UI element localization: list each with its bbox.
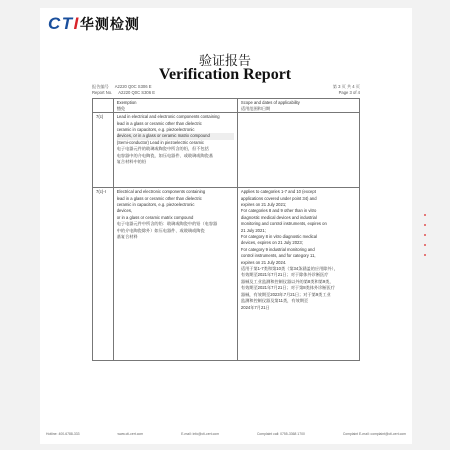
scope-line: monitoring and control instruments, expires on (240, 221, 327, 227)
report-no-label-zh: 报告编号 (92, 84, 109, 89)
logo-cjk-name: 华测检测 (79, 17, 140, 33)
scope-line: For categories 8 and 9 other than in vitro (240, 208, 317, 214)
header-scope (237, 99, 359, 113)
exemption-line: 基复合材料 (116, 234, 138, 240)
row-scope (237, 113, 359, 188)
exemption-line: 电子电器元件的玻璃或陶瓷中所含的铅，但不包括 (116, 146, 209, 152)
exemption-table (92, 98, 360, 361)
row-scope (237, 188, 359, 361)
table-row (93, 188, 360, 361)
scope-line: 有效期至2021年7月21日；对于除体外诊断医疗 (240, 272, 329, 278)
exemption-line: lead in a glass or ceramic other than dielectric (116, 120, 202, 126)
scope-line: 监测和控制仪器及第11类，有效期至 (240, 298, 309, 304)
edge-mark (424, 244, 426, 246)
footer-hotline: Hotline: 400-6788-333 (46, 432, 80, 436)
report-no-value-top: A2220 Q0C S306 E (114, 84, 152, 89)
footer-website: www.cti-cert.com (117, 432, 144, 436)
header-scope-en: Scope and dates of applicability (240, 100, 300, 105)
row-exemption (113, 188, 237, 361)
header-scope-zh: 适用范围和日期 (240, 105, 271, 111)
scope-line: control instruments, and for category 11, (240, 253, 316, 259)
scope-line: 适用于第1-7类和第10类（第34条涵盖的应用除外）， (240, 266, 338, 272)
exemption-line: 电容器中的介电陶瓷，如压电器件、或玻璃或陶瓷基 (116, 152, 214, 158)
exemption-line: devices, (116, 208, 133, 214)
exemption-line: 复合材料中的铅 (116, 159, 147, 165)
exemption-line: devices, or in a glass or ceramic matrix compound (117, 133, 234, 139)
table-row (93, 113, 360, 188)
page-number-block (318, 84, 360, 96)
footer-email: E-mail: info@cti-cert.com (181, 432, 220, 436)
scope-line: 21 July 2021; (240, 227, 266, 233)
row-number: 7(c)-I (93, 188, 114, 361)
scope-line: Applies to categories 1-7 and 10 (except (240, 189, 316, 195)
exemption-line: 中的介电陶瓷除外）如压电器件、或玻璃或陶瓷 (116, 227, 205, 233)
header-exemption (113, 99, 237, 113)
report-number-block (92, 84, 155, 96)
page-number-zh: 第 3 页 共 4 页 (332, 84, 360, 89)
edge-mark (424, 234, 426, 236)
scope-line: For category 8 in vitro diagnostic medical (240, 234, 318, 240)
scope-line: 有效期至2021年7月21日；对于第8类体外诊断医疗 (240, 285, 335, 291)
page-number-en: Page 3 of 4 (338, 90, 360, 95)
report-title-en: Verification Report (158, 66, 292, 83)
report-title-zh: 验证报告 (198, 54, 251, 69)
scope-line: devices, expires on 21 July 2023; (240, 240, 303, 246)
exemption-line: Lead in electrical and electronic components containing (116, 114, 220, 120)
footer-complaint-email: Complaint E-mail: complaint@cti-cert.com (342, 432, 406, 436)
logo-letter-t: T (61, 14, 72, 33)
scope-line: diagnostic medical devices and industrial (240, 214, 317, 220)
row-exemption (113, 113, 237, 188)
scope-line: 器械，有效期至2023年7月21日；对于第9类工业 (240, 291, 331, 297)
report-no-label-en: Report No. (92, 90, 113, 95)
edge-mark (424, 224, 426, 226)
edge-mark (424, 214, 426, 216)
edge-mark (424, 254, 426, 256)
header-exemption-en: Exemption (116, 100, 137, 105)
exemption-line: ceramic in capacitors, e.g. piezoelectronic (116, 202, 195, 207)
scope-line: expires on 21 July 2021; (240, 202, 287, 207)
report-no-value: A2220 Q0C S306 E (118, 90, 156, 95)
exemption-line: lead in a glass or ceramic other than dielectric (116, 195, 202, 201)
exemption-line: 电子电器元件中所含的铅：玻璃或陶瓷中的铅（电容器 (116, 221, 218, 227)
scope-line: 器械及工业监测和控制仪器以外的第8类和第9类， (240, 278, 334, 284)
logo-letter-c: C (48, 14, 60, 33)
scope-line: For category 9 industrial monitoring and (240, 246, 315, 252)
exemption-line: (Semi-conductor) Lead in piezoelectric ceramic (116, 139, 204, 145)
header-no (93, 99, 114, 113)
company-logo (48, 14, 140, 34)
table-header-row (93, 99, 360, 113)
scope-line: applications covered under point 34) and (240, 195, 317, 201)
header-exemption-zh: 豁免 (116, 105, 126, 111)
scope-line: 2024年7月21日 (240, 304, 270, 310)
exemption-line: or in a glass or ceramic matrix compound (116, 214, 194, 220)
exemption-line: ceramic in capacitors, e.g. piezoelectronic (116, 127, 195, 132)
row-number: 7(c) (93, 113, 114, 188)
page-footer (46, 432, 406, 436)
footer-complaint-call: Complaint call: 0755-3368 1700 (256, 432, 305, 436)
logo-letter-i: I (73, 14, 78, 33)
scope-line: expires on 21 July 2024. (240, 259, 287, 265)
exemption-line: Electrical and electronic components containing (116, 189, 206, 195)
